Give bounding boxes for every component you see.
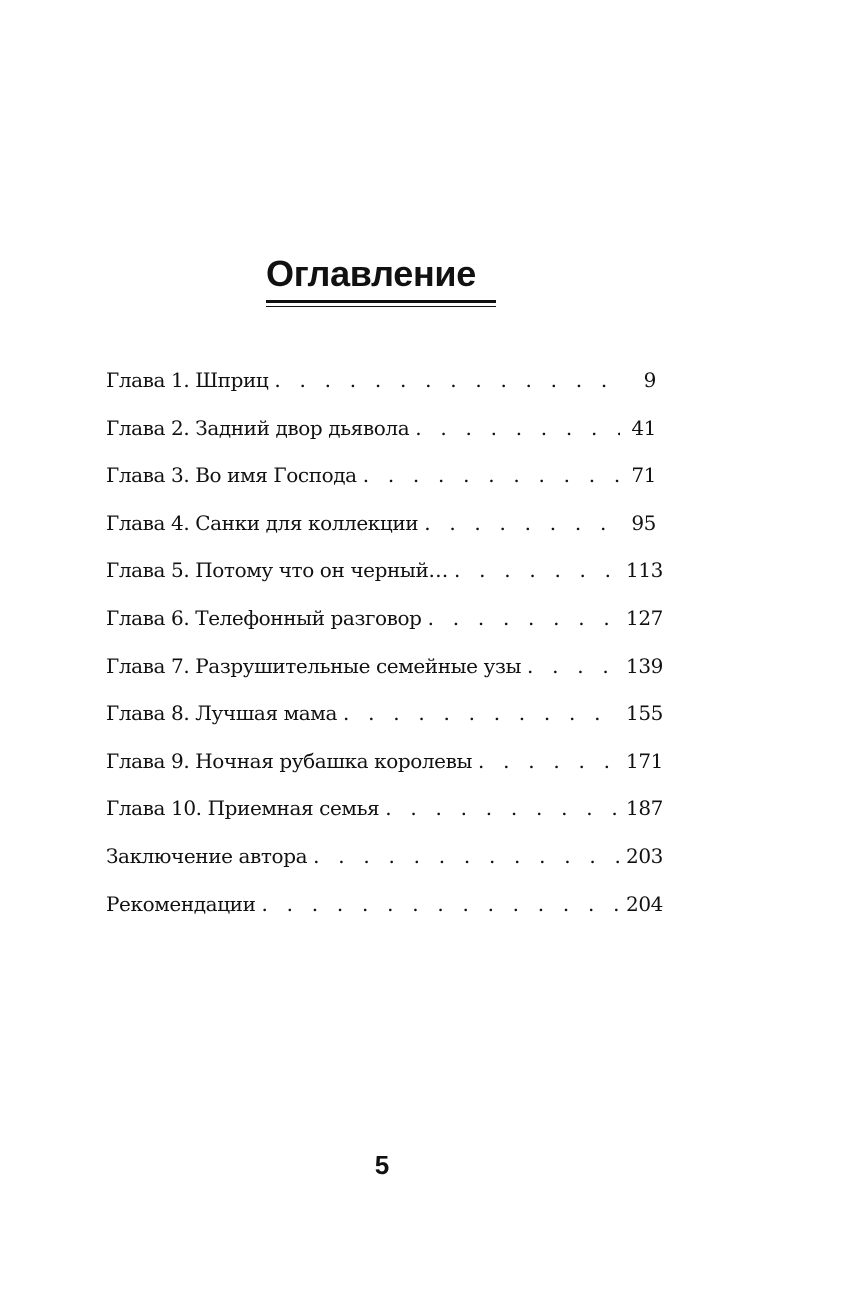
toc-entry[interactable] — [106, 643, 663, 691]
toc-entry-page: 204 — [626, 891, 663, 916]
toc-entry-page: 203 — [626, 843, 663, 868]
toc-entry-label: Глава 6. Телефонный разговор — [106, 605, 422, 630]
toc-entry-label: Заключение автора — [106, 843, 308, 868]
toc-heading — [266, 252, 496, 307]
toc-entry-page: 113 — [626, 558, 663, 583]
toc-entry[interactable] — [106, 595, 663, 643]
dot-leader — [313, 833, 620, 879]
toc-entry[interactable] — [106, 785, 663, 833]
toc-entry[interactable] — [106, 881, 663, 929]
toc-entry-page: 95 — [631, 510, 656, 535]
dot-leader — [363, 452, 620, 498]
dot-leader — [428, 595, 620, 641]
toc-entry-label: Глава 5. Потому что он черный… — [106, 558, 448, 583]
toc-entry-label: Глава 4. Санки для коллекции — [106, 510, 419, 535]
toc-entry[interactable] — [106, 357, 656, 405]
toc-entry-label: Рекомендации — [106, 891, 256, 916]
toc-entry-label: Глава 1. Шприц — [106, 368, 269, 392]
table-of-contents — [106, 357, 663, 928]
toc-entry[interactable] — [106, 452, 656, 500]
toc-entry-page: 155 — [626, 701, 663, 726]
toc-entry[interactable] — [106, 690, 663, 738]
dot-leader — [274, 357, 620, 403]
toc-entry-label: Глава 9. Ночная рубашка королевы — [106, 748, 472, 773]
dot-leader — [385, 785, 620, 831]
toc-entry-page: 139 — [626, 653, 663, 678]
dot-leader — [527, 643, 620, 689]
toc-entry-page: 187 — [626, 796, 663, 821]
toc-entry-page: 71 — [631, 463, 656, 488]
dot-leader — [454, 547, 620, 593]
toc-entry-label: Глава 7. Разрушительные семейные узы — [106, 653, 521, 678]
toc-entry-label: Глава 10. Приемная семья — [106, 796, 380, 821]
toc-entry-page: 9 — [643, 368, 656, 392]
toc-entry-page: 127 — [626, 605, 663, 630]
toc-entry[interactable] — [106, 547, 663, 595]
toc-entry[interactable] — [106, 405, 656, 453]
toc-entry-label: Глава 2. Задний двор дьявола — [106, 415, 410, 440]
dot-leader — [262, 881, 620, 927]
page-title: Оглавление — [266, 253, 476, 294]
toc-entry-page: 41 — [631, 415, 656, 440]
toc-entry[interactable] — [106, 833, 663, 881]
page-number: 5 — [374, 1150, 390, 1180]
toc-entry-label: Глава 8. Лучшая мама — [106, 701, 337, 726]
dot-leader — [424, 500, 620, 546]
dot-leader — [415, 405, 620, 451]
toc-entry-label: Глава 3. Во имя Господа — [106, 463, 357, 488]
toc-entry[interactable] — [106, 500, 656, 548]
toc-entry-page: 171 — [626, 748, 663, 773]
title-double-underline — [266, 300, 496, 307]
dot-leader — [478, 738, 620, 784]
dot-leader — [343, 690, 620, 736]
toc-entry[interactable] — [106, 738, 663, 786]
